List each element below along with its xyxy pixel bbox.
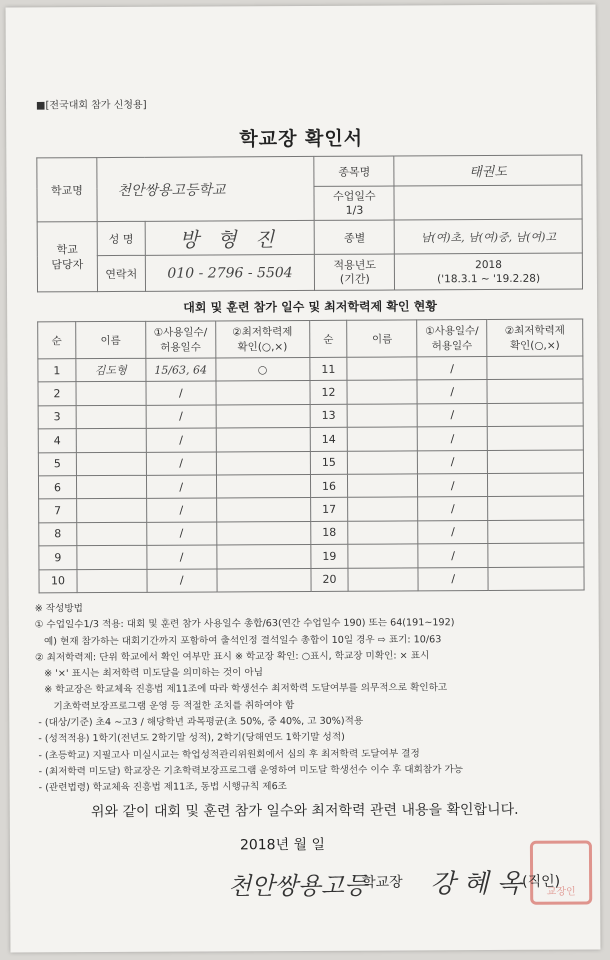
- row-no: 11: [309, 357, 347, 381]
- instruction-line: ※ 작성방법: [34, 603, 83, 615]
- row-days: /: [146, 452, 216, 476]
- row-name: [76, 382, 146, 406]
- confirmation-statement: 위와 같이 대회 및 훈련 참가 일수와 최저학력 관련 내용을 확인합니다.: [90, 801, 519, 821]
- row-min-grade: [216, 474, 310, 498]
- table-row: [39, 520, 584, 546]
- row-days: /: [418, 497, 488, 521]
- row-no: 13: [310, 404, 348, 428]
- row-min-grade: [216, 521, 310, 545]
- instruction-line: 예) 현재 참가하는 대회기간까지 포함하여 출석인정 결석일수 총합이 10일 경우 ⇨ 표기: 10/63: [34, 633, 442, 647]
- row-no: 7: [39, 499, 77, 523]
- row-name: [77, 522, 147, 546]
- row-days: /: [417, 403, 487, 427]
- class-days-label: 수업일수: [333, 189, 376, 203]
- row-days: /: [418, 427, 488, 451]
- row-days: 15/63, 64: [146, 358, 216, 382]
- instruction-line: - (초등학교) 지필고사 미실시교는 학업성적관리위원회에서 심의 후 최저학력 도달여부 결정: [35, 748, 420, 762]
- class-days-value: 1/3: [345, 203, 364, 217]
- row-no: 9: [39, 546, 77, 570]
- row-days: /: [418, 567, 488, 591]
- row-min-grade: [487, 403, 583, 427]
- row-name: [348, 544, 418, 568]
- row-name: [77, 545, 147, 569]
- row-min-grade: [216, 428, 310, 452]
- row-no: 16: [310, 474, 348, 498]
- row-min-grade: [487, 426, 583, 450]
- row-min-grade: ○: [216, 357, 310, 381]
- row-min-grade: [488, 473, 584, 497]
- writing-instructions: [35, 598, 596, 796]
- row-name: [348, 450, 418, 474]
- col-no: 순: [38, 322, 76, 359]
- row-min-grade: [217, 545, 311, 569]
- table-row: [38, 426, 583, 452]
- row-name: [77, 499, 147, 523]
- school-signature: 천안쌍용고등: [228, 871, 368, 901]
- col-name: 이름: [76, 321, 146, 358]
- manager-name-value: 방 형 진: [145, 220, 315, 255]
- row-no: 6: [38, 476, 76, 500]
- row-name: [76, 475, 146, 499]
- row-no: 3: [38, 405, 76, 429]
- header-info-table: [36, 155, 583, 293]
- row-name: [348, 427, 418, 451]
- row-days: /: [418, 473, 488, 497]
- row-no: 1: [38, 359, 76, 383]
- row-days: /: [147, 522, 217, 546]
- col-days: ①사용일수/ 허용일수: [145, 321, 215, 358]
- principal-signature: 강 혜 옥: [430, 868, 523, 900]
- row-name: [76, 452, 146, 476]
- instruction-line: - (최저학력 미도달) 학교장은 기초학력보장프로그램 운영하여 미도달 학생선수 이수 후 대회참가 가능: [35, 764, 464, 778]
- row-no: 4: [38, 429, 76, 453]
- row-name: [348, 567, 418, 591]
- row-no: 18: [310, 521, 348, 545]
- row-name: [77, 569, 147, 593]
- form-type-label: ■[전국대회 참가 신청용]: [36, 99, 147, 112]
- row-days: /: [418, 450, 488, 474]
- roster-subtitle: 대회 및 훈련 참가 일수 및 최저학력제 확인 현황: [183, 299, 437, 315]
- class-days-cell: [314, 186, 394, 220]
- row-name: [347, 357, 417, 381]
- row-no: 20: [310, 568, 348, 592]
- class-days-empty: [394, 185, 582, 220]
- row-name: [348, 521, 418, 545]
- year-label: 적용년도 (기간): [315, 254, 395, 290]
- col-days: ①사용일수/ 허용일수: [417, 320, 487, 357]
- row-days: /: [146, 475, 216, 499]
- row-no: 5: [38, 452, 76, 476]
- event-value: 태권도: [394, 155, 582, 186]
- row-name: [347, 380, 417, 404]
- school-name-value: 천안쌍용고등학교: [97, 156, 315, 221]
- seal-label: (직인): [522, 873, 561, 890]
- row-min-grade: [216, 381, 310, 405]
- document-title: 학교장 확인서: [239, 127, 364, 151]
- table-row: [38, 473, 583, 499]
- row-min-grade: [488, 543, 584, 567]
- principal-title: 학교장: [362, 874, 403, 891]
- table-row: [38, 379, 583, 405]
- row-name: 김도형: [76, 358, 146, 382]
- row-name: [76, 428, 146, 452]
- row-days: /: [146, 381, 216, 405]
- row-min-grade: [487, 356, 583, 380]
- row-no: 17: [310, 498, 348, 522]
- row-no: 14: [310, 427, 348, 451]
- instruction-line: - (대상/기준) 초4 ~고3 / 해당학년 과목평균(초 50%, 중 40%, 고 30%)적용: [35, 715, 364, 729]
- document-page: [6, 4, 601, 952]
- table-row: [38, 403, 583, 429]
- row-min-grade: [487, 450, 583, 474]
- category-label: 종별: [315, 220, 395, 254]
- col-name: 이름: [347, 320, 417, 357]
- row-days: /: [146, 428, 216, 452]
- row-name: [348, 474, 418, 498]
- instruction-line: ① 수업일수1/3 적용: 대회 및 훈련 참가 사용일수 총합/63(연간 수업일수 190) 또는 64(191~192): [34, 617, 455, 631]
- manager-label: 학교 담당자: [37, 222, 97, 292]
- instruction-line: 기초학력보장프로그램 운영 등 적절한 조치를 취하여야 함: [35, 699, 295, 713]
- row-min-grade: [217, 568, 311, 592]
- row-name: [348, 404, 418, 428]
- row-days: /: [147, 545, 217, 569]
- row-min-grade: [216, 451, 310, 475]
- row-name: [76, 405, 146, 429]
- row-name: [348, 497, 418, 521]
- roster-table: [37, 319, 584, 594]
- row-days: /: [417, 357, 487, 381]
- row-days: /: [418, 520, 488, 544]
- instruction-line: ② 최저학력제: 단위 학교에서 확인 여부만 표시 ※ 학교장 확인: ○표시, 학교장 미확인: × 표시: [34, 650, 430, 664]
- name-label: 성 명: [97, 221, 145, 255]
- row-min-grade: [488, 496, 584, 520]
- year-value: 2018 ('18.3.1 ~ '19.2.28): [395, 253, 583, 290]
- row-no: 19: [310, 544, 348, 568]
- instruction-line: - (성적적용) 1학기(전년도 2학기말 성적), 2학기(당해연도 1학기말 성적): [35, 732, 345, 745]
- event-label: 종목명: [314, 156, 394, 186]
- instruction-line: ※ 학교장은 학교체육 진흥법 제11조에 따라 학생선수 최저학력 도달여부를 의무적으로 확인하고: [35, 682, 448, 696]
- date-line: 2018년 월 일: [239, 836, 326, 854]
- row-days: /: [146, 405, 216, 429]
- row-min-grade: [487, 379, 583, 403]
- instruction-line: ※ '×' 표시는 최저학력 미도달을 의미하는 것이 아님: [34, 667, 263, 680]
- table-row: [39, 567, 584, 593]
- instruction-line: - (관련법령) 학교체육 진흥법 제11조, 동법 시행규칙 제6조: [35, 781, 287, 794]
- col-min-grade: ②최저학력제 확인(○,×): [215, 320, 309, 357]
- table-row: [39, 543, 584, 569]
- row-no: 2: [38, 382, 76, 406]
- row-min-grade: [488, 567, 584, 591]
- col-min-grade: ②최저학력제 확인(○,×): [487, 319, 583, 357]
- row-days: /: [146, 498, 216, 522]
- row-days: /: [417, 380, 487, 404]
- stamp-text: 교장인: [546, 886, 576, 898]
- col-no: 순: [309, 320, 347, 357]
- row-min-grade: [488, 520, 584, 544]
- table-row: [38, 356, 583, 382]
- row-no: 15: [310, 451, 348, 475]
- row-no: 12: [310, 381, 348, 405]
- row-no: 10: [39, 569, 77, 593]
- contact-value: 010 - 2796 - 5504: [145, 254, 315, 291]
- table-row: [38, 450, 583, 476]
- table-row: [39, 496, 584, 522]
- row-days: /: [418, 544, 488, 568]
- category-value: 남(여)초, 남(여)중, 남(여)고: [394, 219, 582, 254]
- row-min-grade: [216, 498, 310, 522]
- roster-header-row: [38, 319, 583, 359]
- row-no: 8: [39, 522, 77, 546]
- school-label: 학교명: [37, 158, 97, 222]
- row-days: /: [147, 568, 217, 592]
- contact-label: 연락처: [97, 255, 145, 291]
- row-min-grade: [216, 404, 310, 428]
